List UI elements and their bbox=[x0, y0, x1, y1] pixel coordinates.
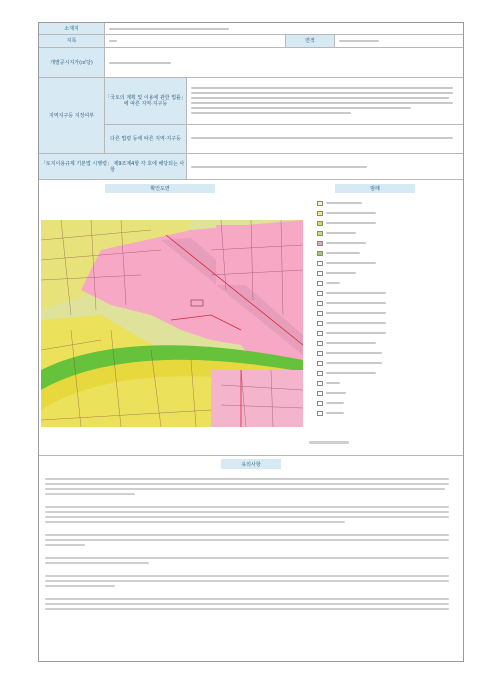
land-category-label: 지목 bbox=[39, 35, 105, 47]
land-price-label: 개별공시지가(㎡당) bbox=[39, 48, 105, 77]
legend-item bbox=[317, 291, 381, 297]
legend-item bbox=[317, 301, 381, 307]
legend-item bbox=[317, 371, 381, 377]
legend-item bbox=[317, 281, 381, 287]
map-scale-note bbox=[309, 441, 349, 444]
map-legend bbox=[317, 201, 417, 431]
land-price-row bbox=[39, 48, 463, 78]
zoning-national-law-value bbox=[187, 78, 463, 125]
note-paragraph bbox=[45, 478, 455, 495]
enforcement-decree-row bbox=[39, 154, 463, 180]
note-paragraph bbox=[45, 557, 455, 564]
legend-item bbox=[317, 341, 381, 347]
zoning-other-law-label: 다른 법령 등에 따른 지역·지구등 bbox=[105, 125, 187, 153]
notes-divider bbox=[39, 455, 463, 456]
cadastral-map bbox=[41, 220, 303, 427]
legend-item bbox=[317, 411, 381, 417]
enforcement-decree-value bbox=[187, 154, 463, 179]
legend-item bbox=[317, 261, 381, 267]
legend-item bbox=[317, 351, 381, 357]
legend-item bbox=[317, 381, 381, 387]
zoning-label: 지역지구등 지정여부 bbox=[39, 78, 105, 153]
legend-item bbox=[317, 391, 381, 397]
note-paragraph bbox=[45, 575, 455, 587]
land-use-confirmation-form bbox=[38, 22, 464, 662]
area-value bbox=[335, 35, 463, 47]
land-category-value bbox=[105, 35, 285, 47]
location-label: 소재지 bbox=[39, 23, 105, 34]
area-label: 면적 bbox=[285, 35, 335, 47]
location-row bbox=[39, 23, 463, 35]
enforcement-decree-label: 「토지이용규제 기본법 시행령」 제9조제4항 각 호에 해당되는 사항 bbox=[39, 154, 187, 179]
zoning-national-law-label: 「국토의 계획 및 이용에 관한 법률」에 따른 지역·지구등 bbox=[105, 78, 187, 125]
legend-item bbox=[317, 361, 381, 367]
legend-item bbox=[317, 401, 381, 407]
legend-item bbox=[317, 231, 381, 237]
legend-item bbox=[317, 211, 381, 217]
zoning-row bbox=[39, 78, 463, 154]
notes-body bbox=[45, 475, 455, 613]
location-value bbox=[105, 23, 463, 34]
note-paragraph bbox=[45, 598, 455, 610]
legend-header: 범례 bbox=[335, 184, 415, 193]
note-paragraph bbox=[45, 534, 455, 546]
legend-item bbox=[317, 251, 381, 257]
legend-item bbox=[317, 321, 381, 327]
map-header: 확인도면 bbox=[105, 184, 215, 193]
land-category-row bbox=[39, 35, 463, 48]
legend-item bbox=[317, 201, 381, 207]
notes-title: 유의사항 bbox=[221, 459, 281, 469]
legend-item bbox=[317, 221, 381, 227]
legend-item bbox=[317, 311, 381, 317]
note-paragraph bbox=[45, 506, 455, 523]
land-price-value bbox=[105, 48, 463, 77]
legend-item bbox=[317, 241, 381, 247]
zoning-other-law-value bbox=[187, 125, 463, 153]
legend-item bbox=[317, 271, 381, 277]
legend-item bbox=[317, 331, 381, 337]
